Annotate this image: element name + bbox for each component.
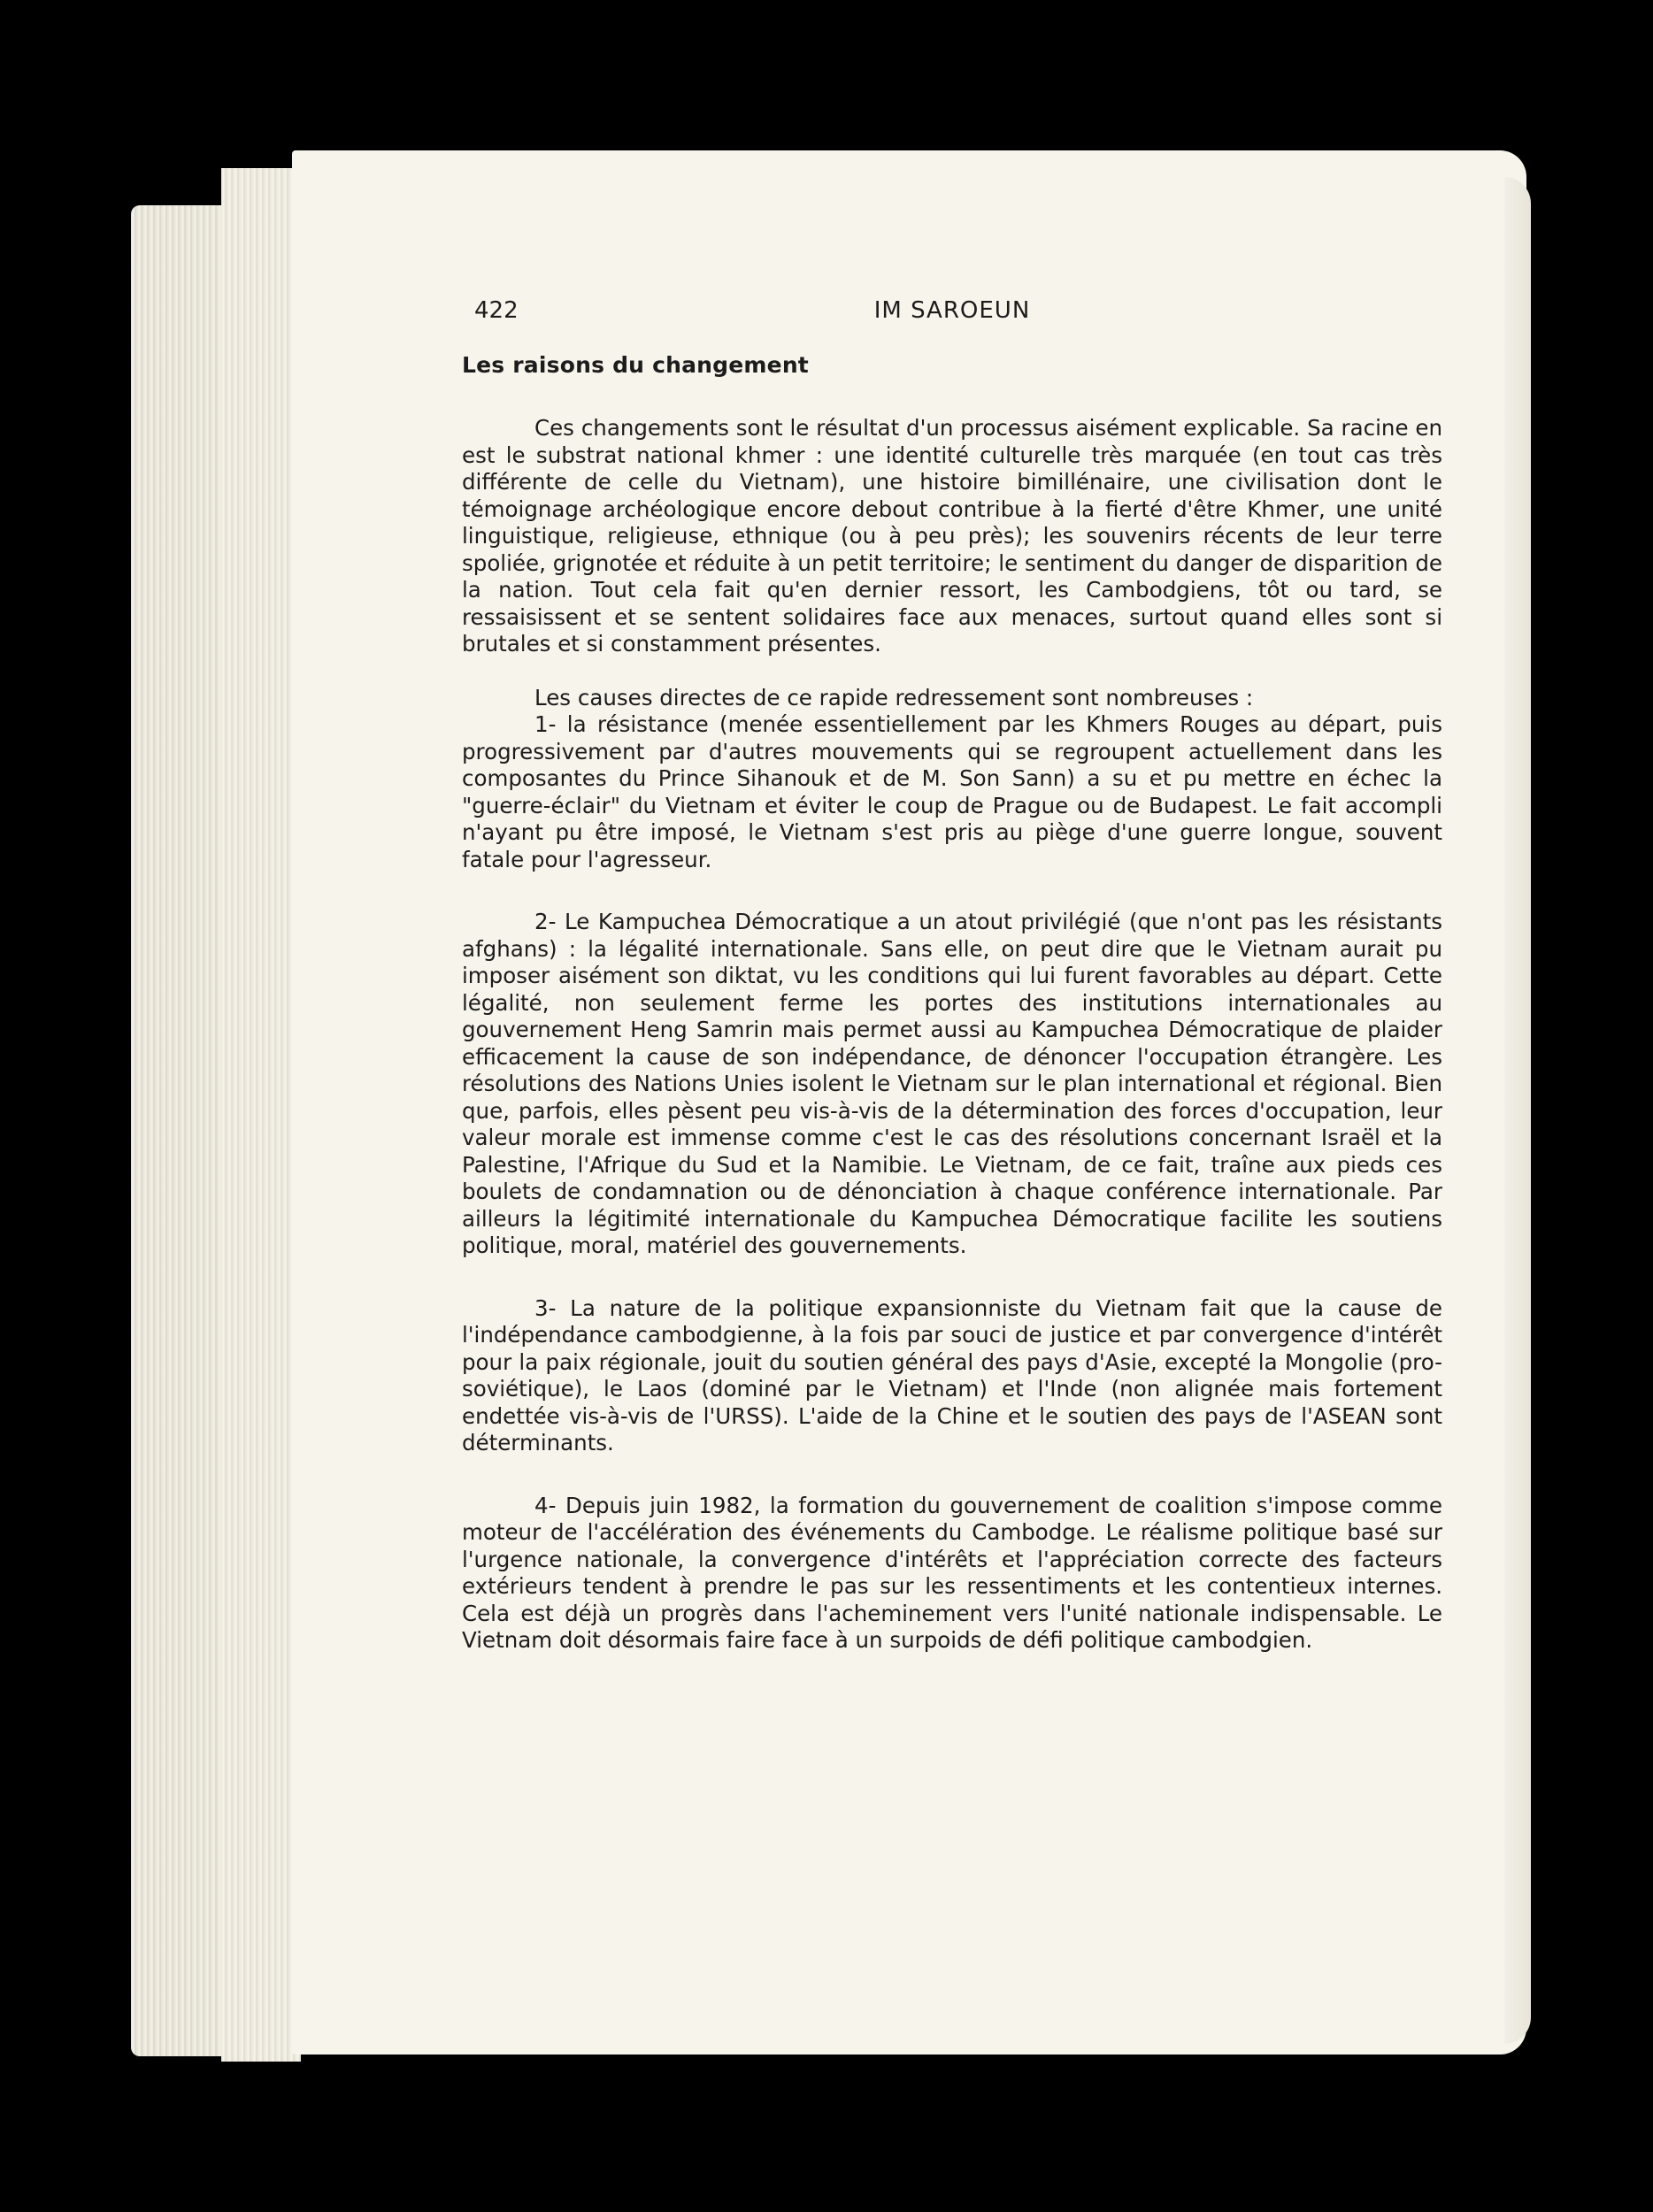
paragraph-1: Ces changements sont le résultat d'un processus aisément explicable. Sa racine en est le substrat national khmer : une identité culturelle très marquée (en tout cas très différente de celle du Vietnam), une histoire bimillénaire, une civilisation dont le témoignage archéologique encore debout contribue à la fierté d'être Khmer, une unité linguistique, religieuse, ethnique (ou à peu près); les souvenirs récents de leur terre spoliée, grignotée et réduite à un petit territoire; le sentiment du danger de disparition de la nation. Tout cela fait qu'en dernier ressort, les Cambodgiens, tôt ou tard, se ressaisissent et se sentent solidaires face aux menaces, surtout quand elles sont si brutales et si constamment présentes. xyxy=(462,415,1442,657)
paragraph-2: Les causes directes de ce rapide redressement sont nombreuses : xyxy=(534,684,1254,710)
running-head-author: IM SAROEUN xyxy=(873,297,1031,324)
paragraph-item-4: 4- Depuis juin 1982, la formation du gouvernement de coalition s'impose comme moteur de l'accélération des événements du Cambodge. Le réalisme politique basé sur l'urgence nationale, la convergence d'intérêts et l'appréciation correcte des facteurs extérieurs tendent à prendre le pas sur les ressentiments et les contentieux internes. Cela est déjà un progrès dans l'acheminement vers l'unité nationale indispensable. Le Vietnam doit désormais faire face à un surpoids de défi politique cambodgien. xyxy=(462,1492,1442,1653)
paragraph-item-1: 1- la résistance (menée essentiellement par les Khmers Rouges au départ, puis progressivement par d'autres mouvements qui se regroupent actuellement dans les composantes du Prince Sihanouk et de M. Son Sann) a su et pu mettre en échec la "guerre-éclair" du Vietnam et éviter le coup de Prague ou de Budapest. Le fait accompli n'ayant pu être imposé, le Vietnam s'est pris au piège d'une guerre longue, souvent fatale pour l'agresseur. xyxy=(462,711,1442,872)
page-right-edge xyxy=(1504,177,1531,2044)
paragraph-item-2: 2- Le Kampuchea Démocratique a un atout privilégié (que n'ont pas les résistants afghans) : la légalité internationale. Sans elle, on peut dire que le Vietnam aurait pu imposer aisément son diktat, vu les conditions qui lui furent favorables au départ. Cette légalité, non seulement ferme les portes des institutions internationales au gouvernement Heng Samrin mais permet aussi au Kampuchea Démocratique de plaider efficacement la cause de son indépendance, de dénoncer l'occupation étrangère. Les résolutions des Nations Unies isolent le Vietnam sur le plan international et régional. Bien que, parfois, elles pèsent peu vis-à-vis de la détermination des forces d'occupation, leur valeur morale est immense comme c'est le cas des résolutions concernant Israël et la Palestine, l'Afrique du Sud et la Namibie. Le Vietnam, de ce fait, traîne aux pieds ces boulets de condamnation ou de dénonciation à chaque conférence internationale. Par ailleurs la légitimité internationale du Kampuchea Démocratique facilite les soutiens politique, moral, matériel des gouvernements. xyxy=(462,909,1442,1258)
paragraph-item-3: 3- La nature de la politique expansionniste du Vietnam fait que la cause de l'indépendance cambodgienne, à la fois par souci de justice et par convergence d'intérêt pour la paix régionale, jouit du soutien général des pays d'Asie, excepté la Mongolie (pro-soviétique), le Laos (dominé par le Vietnam) et l'Inde (non alignée mais fortement endettée vis-à-vis de l'URSS). L'aide de la Chine et le soutien des pays de l'ASEAN sont déterminants. xyxy=(462,1294,1442,1455)
running-head xyxy=(462,297,1442,333)
page-stack-inner xyxy=(221,168,301,2062)
section-heading: Les raisons du changement xyxy=(462,352,809,378)
page-number: 422 xyxy=(474,297,519,324)
page-content xyxy=(462,297,1442,1655)
